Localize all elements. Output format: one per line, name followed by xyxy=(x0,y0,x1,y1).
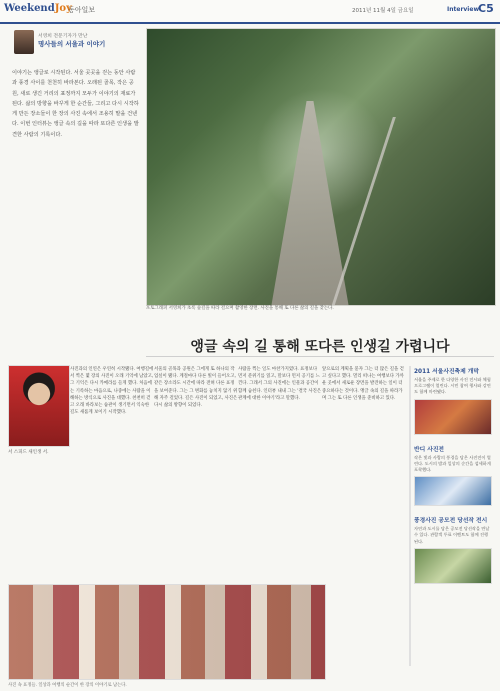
headline-rule xyxy=(146,356,494,357)
sidebar-body: 자연과 도시를 담은 공모전 당선작을 만날 수 있다. 관람객 투표 이벤트도 함께 진행된다. xyxy=(414,526,490,544)
road-path xyxy=(267,101,353,306)
portrait-photo xyxy=(8,365,70,447)
intro-column xyxy=(8,26,143,296)
column-divider xyxy=(409,366,411,666)
section-label: Interview xyxy=(447,6,479,13)
sidebar-image xyxy=(414,548,492,584)
columnist-avatar xyxy=(14,30,34,54)
article-column-2: 서울의 골목과 공원은 그에게 또 하나의 작업실이 됐다. 계절마다 다른 빛이 들어오고, 같은 장소라도 시간에 따라 전혀 다른 표정을 보여준다. 그는 그 변화를 놓치지 않기 위해 자주 걸었다. 길은 사진이 되었고, 사진은 다시 삶의 방향이 되었다. xyxy=(154,367,238,409)
sidebar-image xyxy=(414,476,492,506)
newspaper-name: 동아일보 xyxy=(68,6,96,14)
bottom-caption: 사진 속 표정들. 일상과 여행의 순간이 한 장의 이야기로 남는다. xyxy=(8,683,127,688)
sidebar-image xyxy=(414,399,492,435)
hero-caption: 포토그래퍼 서영희가 초록 숲길을 따라 걸으며 촬영한 장면. 사진을 통해 또 다른 삶의 길을 찾는다. xyxy=(146,306,334,311)
sidebar-item xyxy=(414,444,492,507)
sidebar-body: 서울을 주제로 한 다양한 사진 전시와 체험 프로그램이 열린다. 시민 참여 행사와 강연도 함께 마련됐다. xyxy=(414,377,491,395)
sidebar-body: 작은 빛과 사람의 풍경을 담은 사진전이 열린다. 도시의 밤과 일상의 순간을 섬세하게 포착했다. xyxy=(414,454,491,473)
brand-sub: Joy xyxy=(54,3,72,14)
article-column-1: 사진과의 인연은 우연히 시작됐다. 여행길에서 찍은 몇 장의 사진이 오래 기억에 남았고, 그 기억은 다시 카메라를 들게 했다. 처음에는 기록하는 마음으로, 나중에는 사람을 이해하는 방식으로 사진을 대했다. 천천히 걷고 오래 바라보는 습관이 생기면서 익숙한 길도 새롭게 보이기 시작했다. xyxy=(70,367,154,416)
sidebar-item xyxy=(414,366,492,435)
dateline: 2011년 11월 4일 금요일 xyxy=(352,8,414,14)
article-column-3: 사람을 찍는 일도 마찬가지였다. 표정보다 먼저 분위기를 읽고, 말보다 먼저 공기를 느낀다. 그래서 그의 사진에는 인물과 공간이 함께 숨쉰다. 인터뷰 내내 그는 '결국 사진은 관계에 대한 이야기'라고 말했다. xyxy=(238,367,322,401)
brand xyxy=(4,3,72,14)
brand-main: Weekend xyxy=(4,3,55,14)
article-column-4: 앞으로의 계획을 묻자 그는 더 많은 길을 걷고 싶다고 했다. 멀리 떠나는 여행보다 가까운 곳에서 새로운 장면을 발견하는 일이 더 중요하다는 것이다. 앵글 속의 길을 따라가며 그는 또 다른 인생을 준비하고 있다. xyxy=(322,367,404,401)
sidebar-title: 반디 사진전 xyxy=(414,446,445,453)
sidebar-item xyxy=(414,515,492,584)
column-title: 명사들의 서울과 이야기 xyxy=(38,40,106,48)
column-kicker: 서영희 전문기자가 만난 xyxy=(38,34,88,39)
page-header xyxy=(0,0,500,24)
intro-text: 이야기는 앵글로 시작된다. 서울 곳곳을 걷는 동안 사람과 풍경 사이를 천천히 바라본다. 오래된 골목, 작은 공원, 새로 생긴 거리의 표정까지 모두가 이야기의 재료가 된다. 삶의 방향을 바꾸게 한 순간들, 그리고 다시 시작하게 만든 장소들이 한 장의 사진 속에서 조용히 말을 건넨다. 이번 인터뷰는 앵글 속의 길을 따라 또다른 인생을 발견한 사람의 기록이다. xyxy=(12,70,139,138)
sidebar xyxy=(414,366,492,593)
road-rail xyxy=(331,117,396,306)
page-number: C5 xyxy=(478,2,494,15)
headline: 앵글 속의 길 통해 또다른 인생길 가렵니다 xyxy=(190,339,450,355)
bottom-photo xyxy=(8,584,326,680)
sidebar-title: 풍경사진 공모전 당선작 전시 xyxy=(414,518,488,525)
portrait-caption: 서 스피드 새인생 서. xyxy=(8,450,49,455)
sidebar-title: 2011 서울사진축제 개막 xyxy=(414,369,479,375)
hero-photo xyxy=(146,28,496,306)
